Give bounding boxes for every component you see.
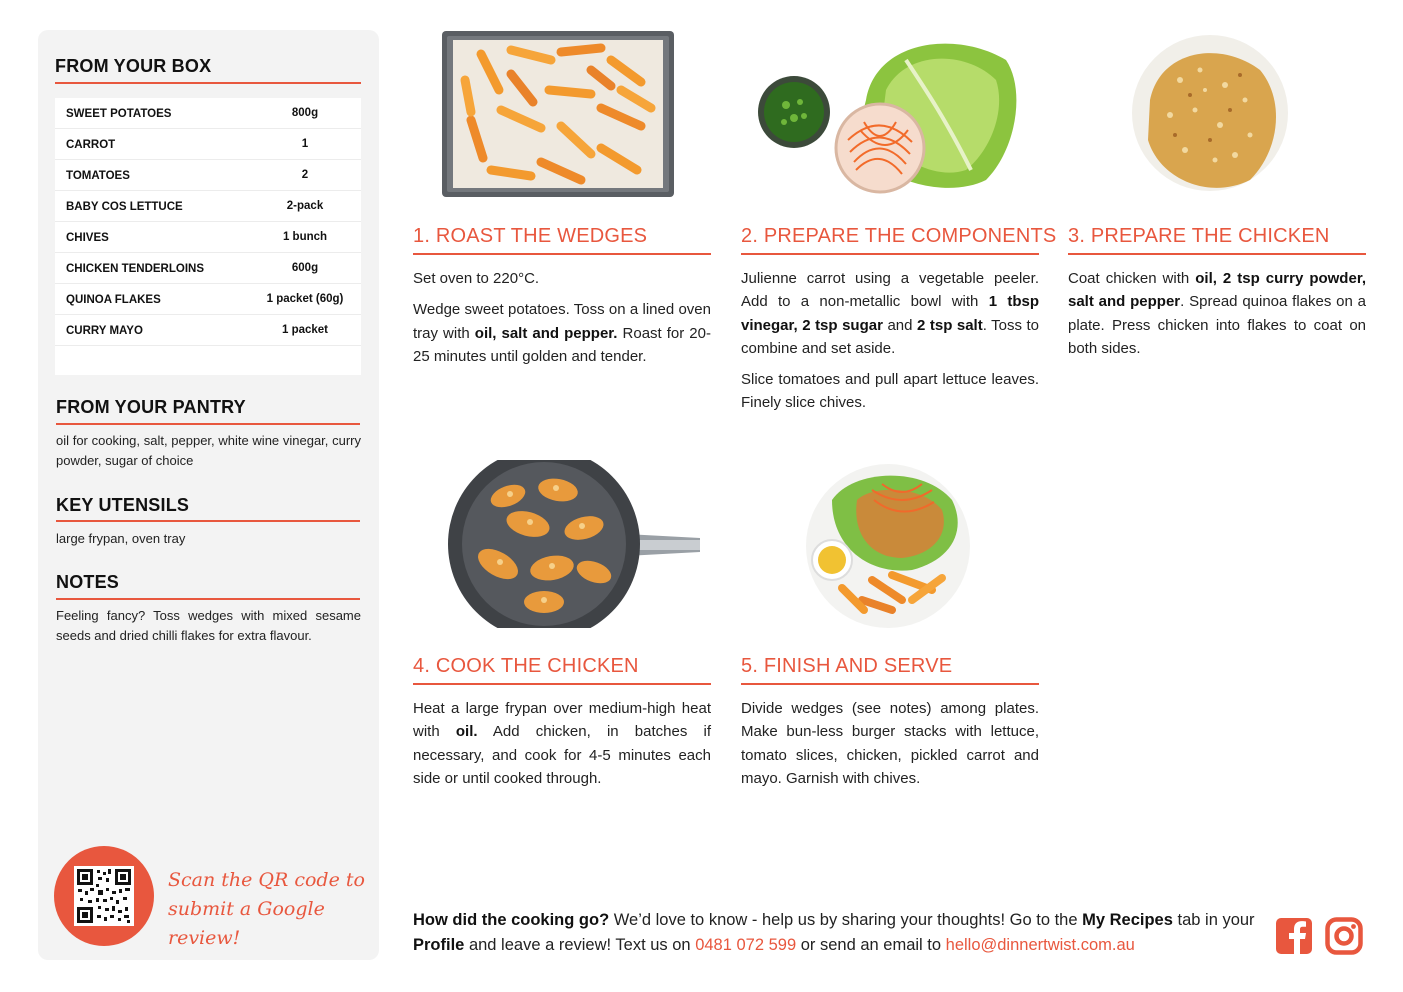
ingredient-name: CHICKEN TENDERLOINS: [66, 263, 205, 275]
bold-text: oil.: [455, 723, 478, 741]
notes-text: Feeling fancy? Toss wedges with mixed sesame seeds and dried chilli flakes for extra flavour.: [56, 608, 361, 643]
step-paragraph: [413, 697, 711, 790]
bold-text: oil, salt and pepper.: [474, 324, 618, 342]
step-4-body: [413, 697, 711, 798]
text-run: Slice tomatoes and pull apart lettuce leaves. Finely slice chives.: [741, 371, 1039, 412]
text-run: Heat a large frypan over medium-high heat with: [413, 700, 711, 741]
step-5-title: 5. FINISH AND SERVE: [741, 655, 953, 677]
vegetable-components-photo: [756, 30, 1024, 196]
ingredient-row: [55, 315, 361, 346]
bold-text: oil, 2 tsp curry powder, salt and pepper: [1068, 270, 1366, 311]
qr-code-icon[interactable]: [74, 866, 134, 926]
step-4-rule: [413, 683, 711, 685]
ingredient-row: [55, 98, 361, 129]
text-run: Roast for 20-25 minutes until golden and tender.: [413, 324, 711, 365]
coated-chicken-photo: [1130, 30, 1290, 196]
step-paragraph: [413, 298, 711, 368]
notes-title-rule: [56, 598, 360, 600]
ingredient-quantity: 1 packet: [281, 324, 329, 336]
ingredient-quantity: 1: [301, 138, 309, 150]
ingredient-name: SWEET POTATOES: [66, 108, 172, 120]
text-run: Add chicken, in batches if necessary, and cook for 4-5 minutes each side or until cooked through.: [413, 723, 712, 787]
qr-code-badge[interactable]: [54, 846, 154, 946]
box-title-rule: [55, 82, 361, 84]
step-1-body: [413, 267, 711, 376]
ingredient-name: CARROT: [66, 139, 116, 151]
sweet-potato-wedges-photo: [441, 30, 675, 198]
contact-link[interactable]: hello@dinnertwist.com.au: [945, 936, 1135, 954]
bold-text: 2 tsp salt: [917, 316, 983, 334]
frypan-chicken-photo: [448, 460, 704, 628]
utensils-title-rule: [56, 520, 360, 522]
contact-link[interactable]: 0481 072 599: [695, 936, 797, 954]
text-run: and leave a review! Text us on: [464, 936, 696, 954]
qr-prompt-line-2: submit a Google review!: [168, 898, 325, 949]
text-run: Julienne carrot using a vegetable peeler. Add to a non-metallic bowl with: [741, 270, 1039, 311]
ingredient-name: TOMATOES: [66, 170, 130, 182]
step-paragraph: [413, 267, 711, 290]
ingredient-name: CHIVES: [66, 232, 109, 244]
text-run: We’d love to know - help us by sharing your thoughts! Go to the: [609, 911, 1083, 929]
pantry-title: FROM YOUR PANTRY: [56, 397, 246, 417]
step-2-body: [741, 267, 1039, 423]
step-3-title: 3. PREPARE THE CHICKEN: [1068, 225, 1330, 247]
step-2-rule: [741, 253, 1039, 255]
step-paragraph: [1068, 267, 1366, 360]
ingredient-row: [55, 191, 361, 222]
bold-text: How did the cooking go?: [413, 911, 610, 929]
text-run: . Spread quinoa flakes on a plate. Press chicken into flakes to coat on both sides.: [1068, 293, 1366, 357]
ingredient-row: [55, 160, 361, 191]
pantry-title-rule: [56, 423, 360, 425]
text-run: Set oven to 220°C.: [413, 270, 540, 287]
text-run: . Toss to combine and set aside.: [741, 316, 1039, 357]
feedback-footer: [413, 908, 1263, 958]
step-paragraph: [741, 267, 1039, 360]
notes-title: NOTES: [56, 572, 120, 592]
step-1-title: 1. ROAST THE WEDGES: [413, 225, 648, 247]
ingredient-row: [55, 253, 361, 284]
ingredient-quantity: 1 bunch: [282, 231, 328, 243]
qr-prompt-line-1: Scan the QR code to: [168, 869, 365, 891]
bold-text: 1 tbsp vinegar, 2 tsp sugar: [741, 293, 1039, 334]
ingredient-name: CURRY MAYO: [66, 325, 143, 337]
ingredient-quantity: 600g: [291, 262, 319, 274]
utensils-title: KEY UTENSILS: [56, 495, 190, 515]
ingredient-name: QUINOA FLAKES: [66, 294, 161, 306]
utensils-text: large frypan, oven tray: [56, 531, 186, 546]
text-run: Divide wedges (see notes) among plates. Make bun-less burger stacks with lettuce, tomato slices, chicken, pickled carrot and mayo. Garnish with chives.: [741, 700, 1039, 787]
facebook-icon[interactable]: [1276, 917, 1312, 955]
text-run: Coat chicken with: [1068, 270, 1196, 287]
instagram-icon[interactable]: [1325, 917, 1363, 955]
bold-text: My Recipes: [1082, 911, 1173, 929]
step-2-title: 2. PREPARE THE COMPONENTS: [741, 225, 1057, 247]
ingredient-quantity: 1 packet (60g): [266, 293, 344, 305]
text-run: and: [882, 316, 917, 334]
box-title: FROM YOUR BOX: [55, 56, 212, 76]
text-run: Wedge sweet potatoes. Toss on a lined oven tray with: [413, 301, 711, 342]
ingredient-quantity: 2: [301, 169, 309, 181]
step-paragraph: [741, 368, 1039, 415]
step-5-body: [741, 697, 1039, 798]
pantry-text: oil for cooking, salt, pepper, white wine vinegar, curry powder, sugar of choice: [56, 433, 361, 468]
step-4-title: 4. COOK THE CHICKEN: [413, 655, 639, 677]
ingredient-row: [55, 129, 361, 160]
ingredient-quantity: 800g: [291, 107, 319, 119]
plated-dish-photo: [802, 460, 974, 628]
bold-text: Profile: [413, 936, 465, 954]
ingredient-name: BABY COS LETTUCE: [66, 201, 183, 213]
step-5-rule: [741, 683, 1039, 685]
step-3-rule: [1068, 253, 1366, 255]
step-3-body: [1068, 267, 1366, 368]
step-1-rule: [413, 253, 711, 255]
text-run: or send an email to: [796, 936, 946, 954]
qr-review-prompt: [168, 866, 368, 953]
ingredient-quantity: 2-pack: [286, 200, 324, 212]
step-paragraph: [741, 697, 1039, 790]
ingredient-row: [55, 284, 361, 315]
text-run: tab in your: [1172, 911, 1255, 929]
ingredient-row: [55, 222, 361, 253]
ingredient-table: [55, 98, 361, 375]
